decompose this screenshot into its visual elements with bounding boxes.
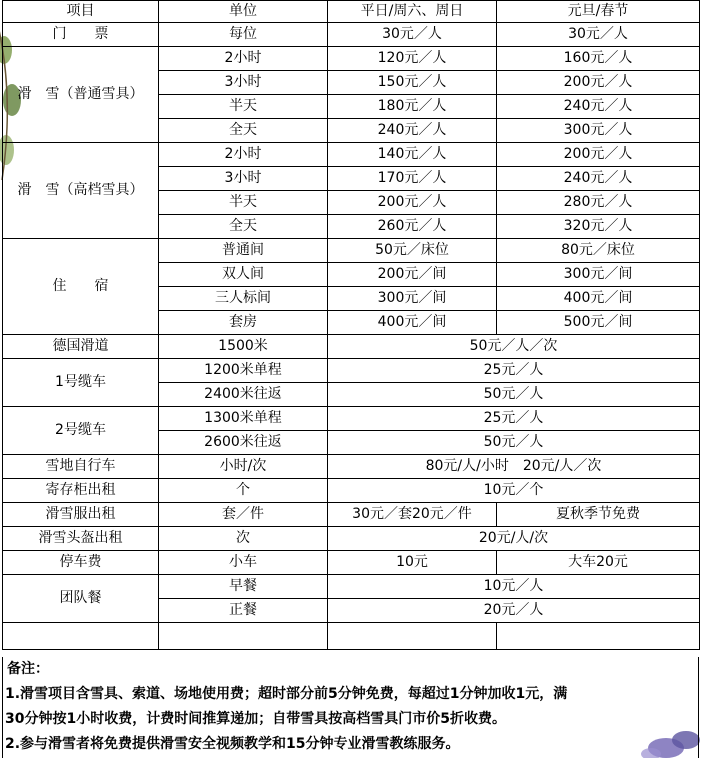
- holiday-price-cell: 320元／人: [497, 215, 700, 239]
- holiday-price-cell: 200元／人: [497, 143, 700, 167]
- header-unit: 单位: [159, 1, 328, 23]
- unit-cell: 1300米单程: [159, 407, 328, 431]
- holiday-price-cell: 240元／人: [497, 167, 700, 191]
- price-cell: 20元/人/次: [328, 527, 700, 551]
- holiday-price-cell: 80元／床位: [497, 239, 700, 263]
- holiday-price-cell: 夏秋季节免费: [497, 503, 700, 527]
- holiday-price-cell: 30元／人: [497, 23, 700, 47]
- table-header-row: [3, 1, 700, 23]
- price-cell: 50元／人: [328, 431, 700, 455]
- holiday-price-cell: 200元／人: [497, 71, 700, 95]
- price-cell: 10元／个: [328, 479, 700, 503]
- normal-price-cell: 260元／人: [328, 215, 497, 239]
- normal-price-cell: 200元／人: [328, 191, 497, 215]
- normal-price-cell: 30元／人: [328, 23, 497, 47]
- table-row: [3, 479, 700, 503]
- normal-price-cell: 400元／间: [328, 311, 497, 335]
- holiday-price-cell: 大车20元: [497, 551, 700, 575]
- unit-cell: 每位: [159, 23, 328, 47]
- normal-price-cell: 180元／人: [328, 95, 497, 119]
- price-cell: 50元／人／次: [328, 335, 700, 359]
- item-label: 团队餐: [3, 575, 159, 623]
- table-row: [3, 23, 700, 47]
- normal-price-cell: 300元／间: [328, 287, 497, 311]
- item-label: 寄存柜出租: [3, 479, 159, 503]
- item-label: 住 宿: [3, 239, 159, 335]
- unit-cell: 2小时: [159, 47, 328, 71]
- item-label: 雪地自行车: [3, 455, 159, 479]
- header-item: 项目: [3, 1, 159, 23]
- unit-cell: 小时/次: [159, 455, 328, 479]
- holiday-price-cell: 240元／人: [497, 95, 700, 119]
- table-row: [3, 455, 700, 479]
- header-holiday: 元旦/春节: [497, 1, 700, 23]
- unit-cell: 2小时: [159, 143, 328, 167]
- holiday-price-cell: 280元／人: [497, 191, 700, 215]
- unit-cell: 小车: [159, 551, 328, 575]
- holiday-price-cell: 160元／人: [497, 47, 700, 71]
- item-label: 滑 雪（高档雪具）: [3, 143, 159, 239]
- unit-cell: 套房: [159, 311, 328, 335]
- normal-price-cell: 120元／人: [328, 47, 497, 71]
- note-line: 30分钟按1小时收费，计费时间推算递加；自带雪具按高档雪具门市价5折收费。: [5, 711, 506, 727]
- unit-cell: 全天: [159, 215, 328, 239]
- normal-price-cell: 140元／人: [328, 143, 497, 167]
- normal-price-cell: 170元／人: [328, 167, 497, 191]
- normal-price-cell: 50元／床位: [328, 239, 497, 263]
- normal-price-cell: 30元／套20元／件: [328, 503, 497, 527]
- price-cell: 10元／人: [328, 575, 700, 599]
- table-row: [3, 143, 700, 167]
- item-label: 滑雪头盔出租: [3, 527, 159, 551]
- unit-cell: 2600米往返: [159, 431, 328, 455]
- unit-cell: 2400米往返: [159, 383, 328, 407]
- header-normal: 平日/周六、周日: [328, 1, 497, 23]
- unit-cell: 半天: [159, 191, 328, 215]
- item-label: 德国滑道: [3, 335, 159, 359]
- table-row: [3, 575, 700, 599]
- normal-price-cell: 200元／间: [328, 263, 497, 287]
- unit-cell: 1500米: [159, 335, 328, 359]
- unit-cell: 3小时: [159, 167, 328, 191]
- notes-section: [2, 657, 699, 758]
- price-cell: 20元／人: [328, 599, 700, 623]
- price-cell: 25元／人: [328, 407, 700, 431]
- table-row: [3, 47, 700, 71]
- table-row: [3, 551, 700, 575]
- unit-cell: 普通间: [159, 239, 328, 263]
- holiday-price-cell: 300元／间: [497, 263, 700, 287]
- note-line: 1.滑雪项目含雪具、索道、场地使用费；超时部分前5分钟免费，每超过1分钟加收1元，满: [5, 686, 568, 702]
- unit-cell: 次: [159, 527, 328, 551]
- normal-price-cell: 10元: [328, 551, 497, 575]
- notes-title: 备注：: [7, 661, 49, 677]
- holiday-price-cell: 500元／间: [497, 311, 700, 335]
- holiday-price-cell: 300元／人: [497, 119, 700, 143]
- unit-cell: 三人标间: [159, 287, 328, 311]
- price-cell: 25元／人: [328, 359, 700, 383]
- price-table: [2, 0, 700, 650]
- price-cell: 80元/人/小时 20元/人／次: [328, 455, 700, 479]
- table-row: [3, 527, 700, 551]
- unit-cell: 套／件: [159, 503, 328, 527]
- table-row: [3, 503, 700, 527]
- unit-cell: 半天: [159, 95, 328, 119]
- holiday-price-cell: 400元／间: [497, 287, 700, 311]
- unit-cell: 正餐: [159, 599, 328, 623]
- unit-cell: 3小时: [159, 71, 328, 95]
- item-label: 门 票: [3, 23, 159, 47]
- table-row: [3, 407, 700, 431]
- item-label: 2号缆车: [3, 407, 159, 455]
- item-label: 停车费: [3, 551, 159, 575]
- item-label: 滑 雪（普通雪具）: [3, 47, 159, 143]
- unit-cell: 全天: [159, 119, 328, 143]
- unit-cell: 个: [159, 479, 328, 503]
- table-row: [3, 623, 700, 650]
- normal-price-cell: 240元／人: [328, 119, 497, 143]
- table-row: [3, 335, 700, 359]
- unit-cell: 早餐: [159, 575, 328, 599]
- price-cell: 50元／人: [328, 383, 700, 407]
- note-line: 2.参与滑雪者将免费提供滑雪安全视频教学和15分钟专业滑雪教练服务。: [5, 736, 460, 752]
- normal-price-cell: 150元／人: [328, 71, 497, 95]
- table-row: [3, 239, 700, 263]
- unit-cell: 1200米单程: [159, 359, 328, 383]
- unit-cell: 双人间: [159, 263, 328, 287]
- item-label: 滑雪服出租: [3, 503, 159, 527]
- table-row: [3, 359, 700, 383]
- item-label: 1号缆车: [3, 359, 159, 407]
